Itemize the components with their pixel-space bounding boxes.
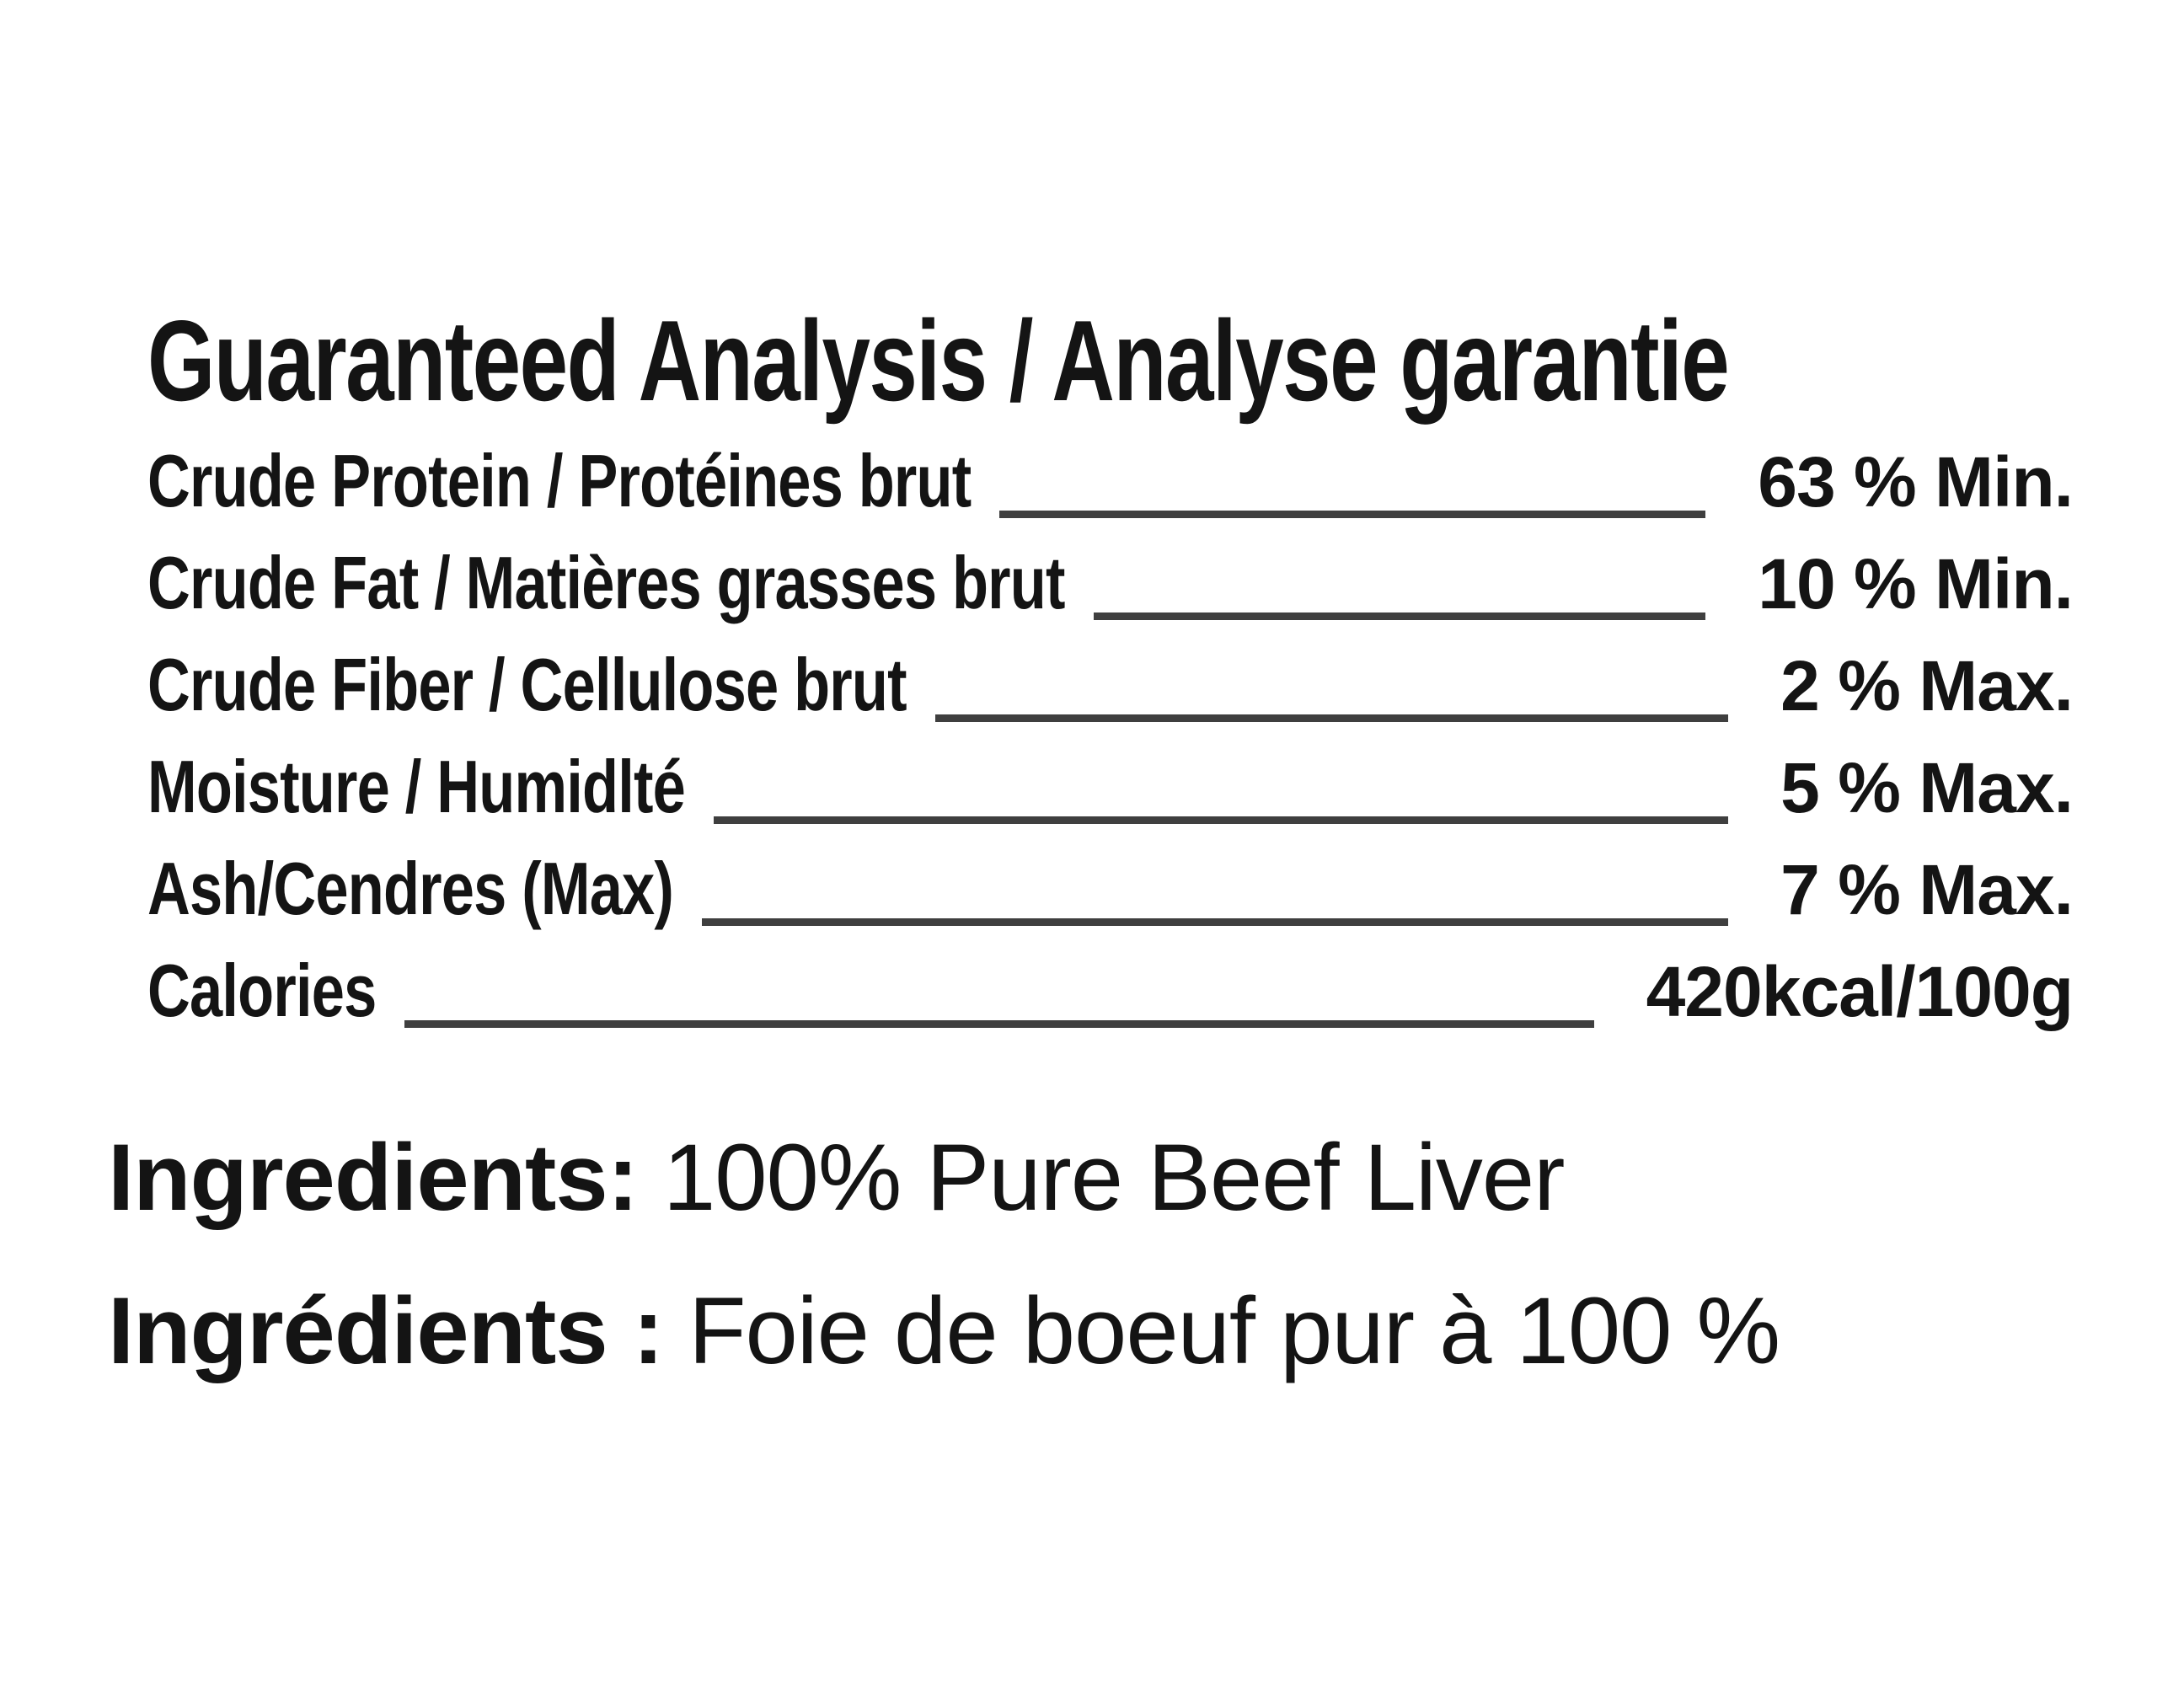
analysis-row-value: 5 % Max. [1780,748,2073,827]
analysis-row-calories [147,939,2073,1041]
analysis-row-value: 2 % Max. [1780,646,2073,725]
analysis-row-label: Crude Fiber / Cellulose brut [147,643,907,726]
leader-line [999,511,1705,518]
analysis-row-ash [147,837,2073,939]
analysis-row-value: 10 % Min. [1758,544,2073,623]
leader-line [702,918,1728,926]
analysis-row-crude-protein [147,430,2073,532]
analysis-rows [147,430,2073,1041]
analysis-row-label: Crude Fat / Matières grasses brut [147,541,1065,624]
analysis-row-label: Moisture / Humidlté [147,745,685,828]
analysis-row-value: 63 % Min. [1758,442,2073,522]
analysis-row-value: 7 % Max. [1780,850,2073,929]
analysis-row-value: 420kcal/100g [1646,952,2073,1031]
analysis-row-label: Calories [147,949,377,1032]
leader-line [404,1020,1593,1028]
leader-line [935,714,1728,722]
analysis-row-moisture [147,736,2073,837]
analysis-row-label: Ash/Cendres (Max) [147,847,674,930]
analysis-row-label: Crude Protein / Protéines brut [147,439,972,522]
leader-line [714,816,1728,824]
ingredients-value-en: 100% Pure Beef Liver [662,1125,1565,1230]
analysis-row-crude-fat [147,532,2073,634]
ingredients-value-fr: Foie de boeuf pur à 100 % [688,1278,1780,1383]
ingredients-line-fr [108,1275,1780,1388]
leader-line [1094,612,1706,620]
ingredients-label-fr: Ingrédients : [108,1278,664,1383]
ingredients-line-en [108,1121,1564,1234]
ingredients-label-en: Ingredients: [108,1125,638,1230]
analysis-title: Guaranteed Analysis / Analyse garantie [147,297,1729,425]
analysis-row-crude-fiber [147,634,2073,736]
